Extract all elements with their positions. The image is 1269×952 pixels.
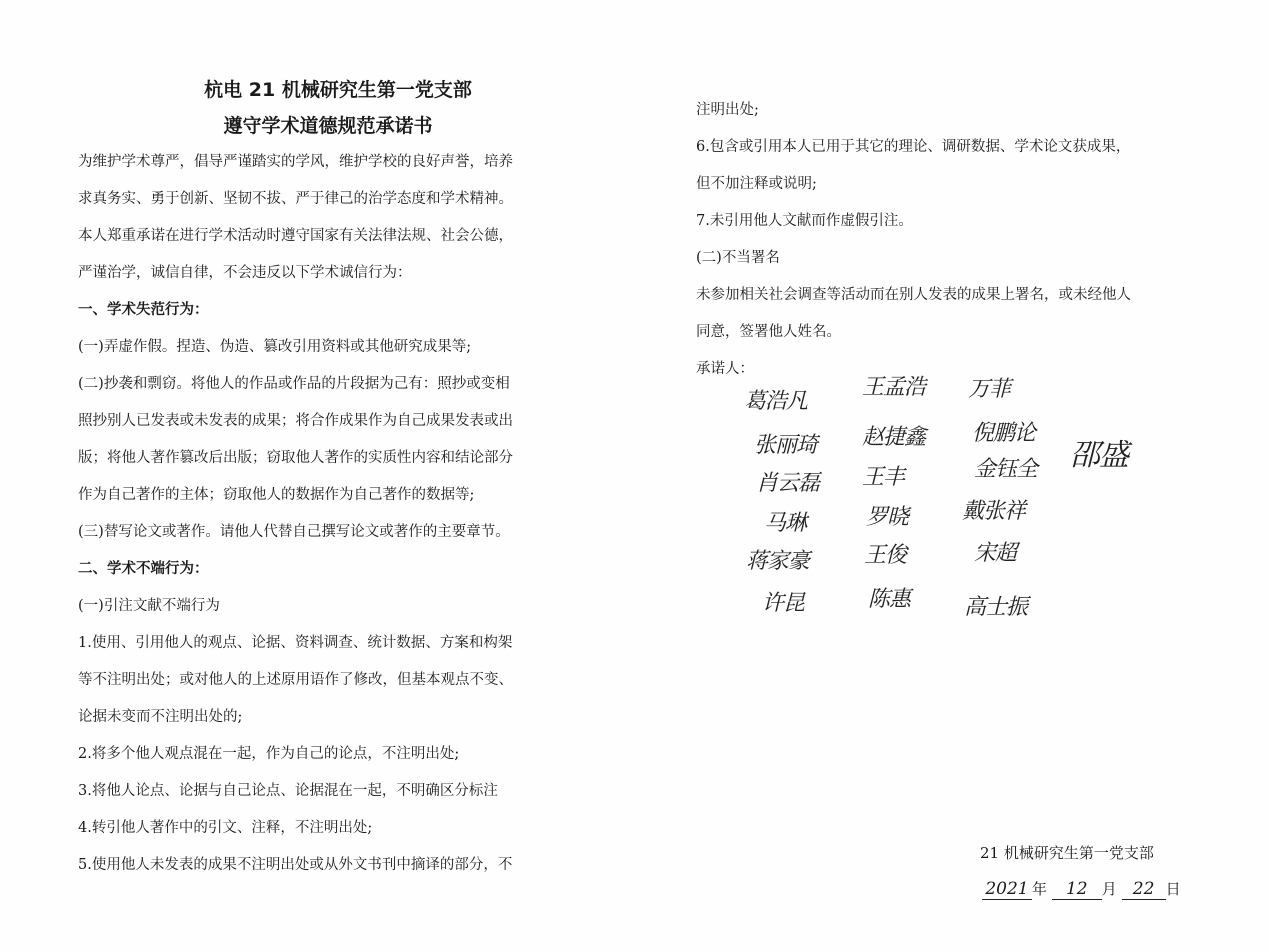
title-line-1: 杭电 21 机械研究生第一党支部 [204,79,472,101]
signature: 戴张祥 [962,499,1026,524]
signature: 倪鹏论 [972,421,1036,446]
date-day-label: 日 [1165,880,1181,898]
signature: 肖云磊 [756,471,820,496]
signature: 邵盛 [1070,438,1128,473]
signature: 万菲 [968,377,1011,402]
right-line: 但不加注释或说明; [696,176,817,192]
left-line: 本人郑重承诺在进行学术活动时遵守国家有关法律法规、社会公德， [78,228,513,244]
signature: 金钰全 [974,457,1038,482]
footer-org: 21 机械研究生第一党支部 [980,844,1154,862]
section-heading-1: 一、学术失范行为： [78,302,209,318]
right-line: 7.未引用他人文献而作虚假引注。 [696,213,913,229]
date-line [982,878,1181,900]
date-month: 12 [1052,879,1102,900]
left-line: (一)弄虚作假。捏造、伪造、篡改引用资料或其他研究成果等; [78,339,472,355]
right-line: 同意，签署他人姓名。 [696,324,841,340]
right-line: 未参加相关社会调查等活动而在别人发表的成果上署名，或未经他人 [696,287,1131,303]
left-line: 4.转引他人著作中的引文、注释，不注明出处; [78,820,373,836]
left-line: 论据未变而不注明出处的; [78,709,243,725]
left-line: (三)替写论文或著作。请他人代替自己撰写论文或著作的主要章节。 [78,524,510,540]
signature: 罗晓 [866,505,909,530]
left-line: 版；将他人著作篡改后出版；窃取他人著作的实质性内容和结论部分 [78,450,513,466]
signature: 陈惠 [868,587,911,612]
right-line: 注明出处; [696,102,759,118]
left-line: 作为自己著作的主体；窃取他人的数据作为自己著作的数据等; [78,487,475,503]
left-line: (一)引注文献不端行为 [78,598,220,614]
date-year: 2021 [982,879,1032,900]
left-line: 等不注明出处；或对他人的上述原用语作了修改，但基本观点不变、 [78,672,513,688]
date-year-label: 年 [1032,880,1048,898]
signature: 王俊 [864,543,907,568]
signatory-label: 承诺人： [696,361,754,377]
signature: 王丰 [862,465,905,490]
signature: 赵捷鑫 [862,425,926,450]
left-line: 照抄别人已发表或未发表的成果；将合作成果作为自己成果发表或出 [78,413,513,429]
left-column [78,72,578,884]
date-day: 22 [1122,879,1166,900]
signature: 王孟浩 [862,375,926,400]
left-line: 严谨治学，诚信自律，不会违反以下学术诚信行为： [78,265,412,281]
left-line: 5.使用他人未发表的成果不注明出处或从外文书刊中摘译的部分，不 [78,857,513,873]
left-line: 2.将多个他人观点混在一起，作为自己的论点，不注明出处; [78,746,460,762]
right-line: (二)不当署名 [696,250,780,266]
left-line: 1.使用、引用他人的观点、论据、资料调查、统计数据、方案和构架 [78,635,513,651]
signature: 葛浩凡 [744,389,808,414]
left-line: 为维护学术尊严，倡导严谨踏实的学风，维护学校的良好声誉，培养 [78,154,513,170]
left-line: 求真务实、勇于创新、坚韧不拔、严于律己的治学态度和学术精神。 [78,191,513,207]
signature-block [740,368,1160,628]
signature: 马琳 [764,511,807,536]
signature: 高士振 [964,595,1028,620]
title-line-2: 遵守学术道德规范承诺书 [223,115,433,137]
signature: 张丽琦 [754,433,818,458]
section-heading-2: 二、学术不端行为： [78,561,209,577]
right-column [696,92,1196,388]
date-month-label: 月 [1101,880,1117,898]
left-line: (二)抄袭和剽窃。将他人的作品或作品的片段据为己有：照抄或变相 [78,376,510,392]
left-line: 3.将他人论点、论据与自己论点、论据混在一起，不明确区分标注 [78,783,498,799]
signature: 许昆 [762,591,805,616]
signature: 蒋家豪 [746,549,810,574]
signature: 宋超 [974,541,1017,566]
right-line: 6.包含或引用本人已用于其它的理论、调研数据、学术论文获成果， [696,139,1131,155]
